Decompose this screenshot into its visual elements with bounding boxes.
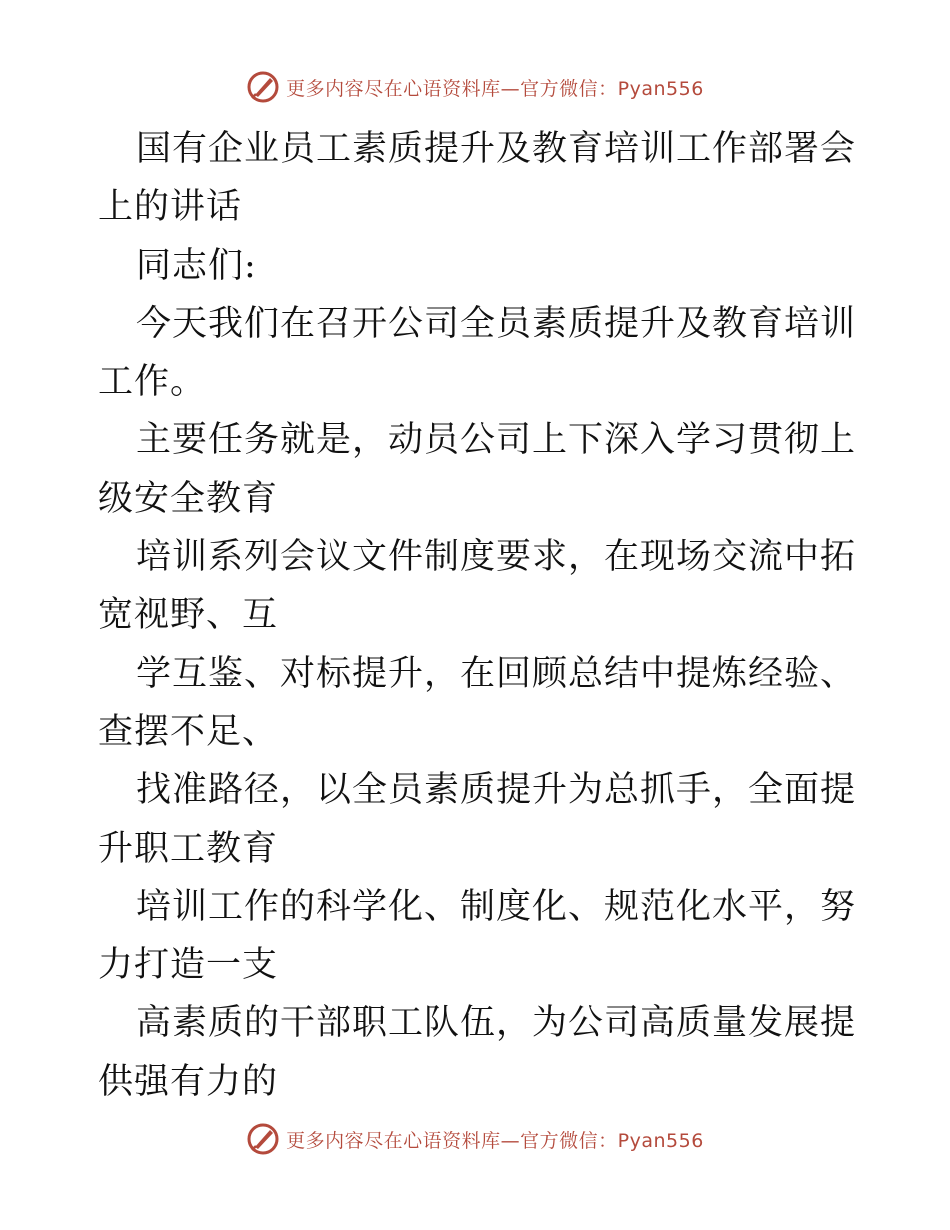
footer-watermark-banner bbox=[0, 1122, 950, 1156]
header-watermark-text: 更多内容尽在心语资料库—官方微信：Pyan556 bbox=[286, 77, 704, 100]
paragraph: 学互鉴、对标提升，在回顾总结中提炼经验、查摆不足、 bbox=[98, 653, 857, 752]
quill-pen-logo-icon bbox=[246, 70, 280, 104]
quill-pen-logo-icon bbox=[246, 1122, 280, 1156]
paragraph: 高素质的干部职工队伍，为公司高质量发展提供强有力的 bbox=[98, 1003, 857, 1102]
paragraph: 今天我们在召开公司全员素质提升及教育培训工作。 bbox=[98, 303, 857, 403]
header-watermark-banner bbox=[0, 70, 950, 104]
paragraph: 培训工作的科学化、制度化、规范化水平，努力打造一支 bbox=[98, 886, 857, 986]
footer-watermark-text: 更多内容尽在心语资料库—官方微信：Pyan556 bbox=[286, 1129, 704, 1152]
salutation: 同志们: bbox=[136, 245, 257, 286]
document-body bbox=[98, 120, 858, 1111]
document-title: 国有企业员工素质提升及教育培训工作部署会上的讲话 bbox=[98, 129, 857, 228]
paragraph: 找准路径，以全员素质提升为总抓手，全面提升职工教育 bbox=[98, 770, 857, 869]
paragraph: 培训系列会议文件制度要求，在现场交流中拓宽视野、互 bbox=[98, 537, 857, 636]
paragraph: 主要任务就是，动员公司上下深入学习贯彻上级安全教育 bbox=[98, 420, 857, 519]
